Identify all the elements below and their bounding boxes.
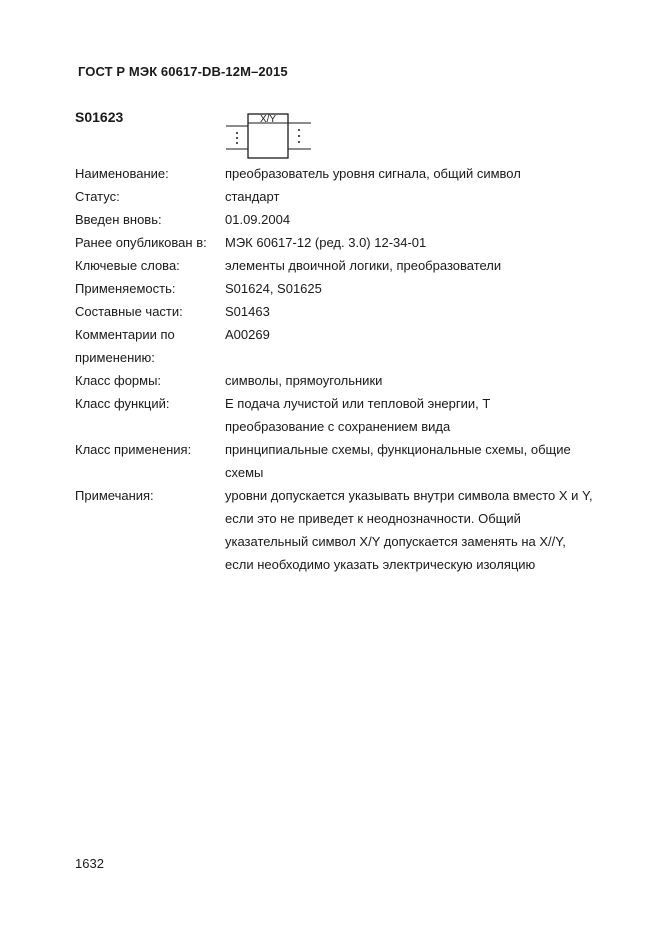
field-status-value: стандарт (225, 189, 280, 204)
page-number: 1632 (75, 856, 104, 871)
field-components-value: S01463 (225, 304, 270, 319)
field-notes-value: уровни допускается указывать внутри символа вместо X и Y, если это не приведет к неоднозначности. Общий указательный символ X/Y допускается заменять на X//Y, если необходимо указать электрическую изоляцию (225, 488, 593, 572)
field-keywords-value: элементы двоичной логики, преобразователи (225, 258, 502, 273)
field-components-key: Составные части: (75, 304, 183, 319)
field-keywords-key: Ключевые слова: (75, 258, 180, 273)
field-applicability-key: Применяемость: (75, 281, 176, 296)
field-introduced-key: Введен вновь: (75, 212, 162, 227)
symbol-box-label: X/Y (259, 114, 277, 125)
field-application-class-value: принципиальные схемы, функциональные схемы, общие схемы (225, 442, 571, 480)
converter-symbol-icon (225, 110, 315, 162)
symbol-code: S01623 (75, 109, 124, 125)
field-previously-published-key: Ранее опубликован в: (75, 235, 207, 250)
field-status-key: Статус: (75, 189, 120, 204)
field-applicability-value: S01624, S01625 (225, 281, 322, 296)
field-name-key: Наименование: (75, 166, 169, 181)
field-form-class-key: Класс формы: (75, 373, 162, 388)
field-name-value: преобразователь уровня сигнала, общий символ (225, 166, 521, 181)
field-application-class-key: Класс применения: (75, 442, 192, 457)
field-notes-key: Примечания: (75, 488, 154, 503)
field-function-class-value: Е подача лучистой или тепловой энергии, Т преобразование с сохранением вида (225, 396, 491, 434)
field-function-class-key: Класс функций: (75, 396, 170, 411)
field-previously-published-value: МЭК 60617-12 (ред. 3.0) 12-34-01 (225, 235, 427, 250)
field-introduced-value: 01.09.2004 (225, 212, 291, 227)
field-form-class-value: символы, прямоугольники (225, 373, 383, 388)
field-comments-key: Комментарии по применению: (75, 327, 175, 365)
document-header: ГОСТ Р МЭК 60617-DB-12M–2015 (78, 64, 288, 79)
field-comments-value: A00269 (225, 327, 270, 342)
